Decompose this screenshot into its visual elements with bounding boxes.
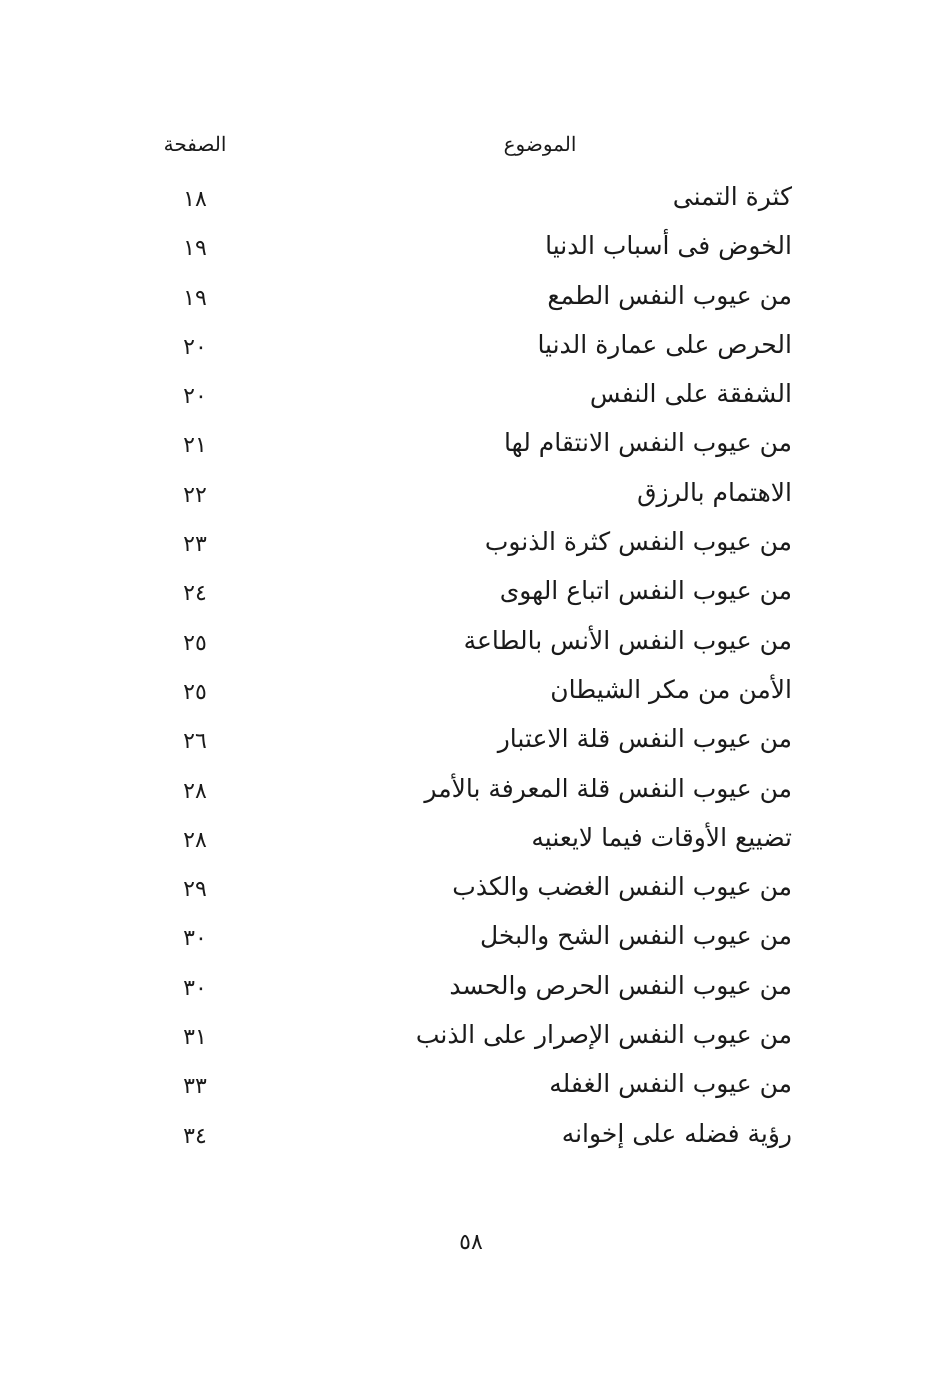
entry-page-number: ٢٢ (183, 482, 207, 508)
toc-entry (0, 969, 942, 1018)
toc-entry (0, 279, 942, 328)
entry-page-number: ٣١ (183, 1025, 207, 1051)
toc-entry (0, 377, 942, 426)
entry-title: رؤية فضله على إخوانه (561, 1118, 792, 1148)
topic-column-header: الموضوع (503, 132, 577, 156)
toc-entry (0, 525, 942, 574)
entry-page-number: ٢٠ (183, 384, 207, 410)
entry-title: من عيوب النفس الأنس بالطاعة (463, 625, 792, 655)
toc-entry (0, 772, 942, 821)
toc-entry (0, 574, 942, 623)
entry-page-number: ٣٤ (183, 1123, 207, 1149)
entry-title: تضييع الأوقات فيما لايعنيه (531, 822, 792, 852)
toc-entry (0, 870, 942, 919)
toc-entry (0, 1117, 942, 1166)
entry-page-number: ١٩ (183, 285, 207, 311)
toc-entry (0, 821, 942, 870)
entry-title: من عيوب النفس قلة الاعتبار (497, 724, 792, 754)
entry-title: من عيوب النفس الانتقام لها (504, 428, 792, 458)
toc-entry (0, 1018, 942, 1067)
toc-entry (0, 919, 942, 968)
entry-page-number: ٢١ (183, 433, 207, 459)
entry-title: كثرة التمنى (672, 182, 792, 211)
toc-entry (0, 426, 942, 475)
entry-title: من عيوب النفس الغفله (549, 1069, 792, 1099)
entry-page-number: ٢٤ (183, 581, 207, 607)
entry-title: من عيوب النفس الغضب والكذب (452, 872, 792, 902)
toc-entry (0, 1067, 942, 1116)
entry-title: الخوض فى أسباب الدنيا (545, 231, 792, 261)
entry-title: من عيوب النفس اتباع الهوى (499, 576, 792, 606)
entry-title: من عيوب النفس الحرص والحسد (449, 970, 792, 1000)
entry-page-number: ٣٣ (183, 1074, 207, 1100)
table-of-contents (0, 180, 942, 1166)
entry-page-number: ٢٥ (183, 630, 207, 656)
toc-entry (0, 229, 942, 278)
entry-title: الحرص على عمارة الدنيا (537, 329, 792, 359)
entry-page-number: ٢٠ (183, 334, 207, 360)
toc-entry (0, 328, 942, 377)
entry-title: من عيوب النفس الإصرار على الذنب (415, 1020, 792, 1050)
entry-title: من عيوب النفس كثرة الذنوب (484, 527, 792, 557)
entry-page-number: ٢٥ (183, 679, 207, 705)
entry-page-number: ٢٨ (183, 827, 207, 853)
entry-page-number: ٢٩ (183, 877, 207, 903)
entry-title: من عيوب النفس قلة المعرفة بالأمر (424, 773, 792, 803)
entry-title: من عيوب النفس الشح والبخل (480, 921, 792, 951)
entry-page-number: ٣٠ (183, 975, 207, 1001)
entry-title: الأمن من مكر الشيطان (550, 674, 792, 704)
toc-entry (0, 476, 942, 525)
entry-page-number: ٢٨ (183, 778, 207, 804)
toc-entry (0, 722, 942, 771)
entry-page-number: ٣٠ (183, 926, 207, 952)
footer-page-number: ٥٨ (459, 1230, 483, 1255)
entry-page-number: ٢٣ (183, 532, 207, 558)
entry-title: من عيوب النفس الطمع (547, 280, 792, 310)
entry-page-number: ١٩ (183, 236, 207, 262)
toc-entry (0, 673, 942, 722)
toc-entry (0, 180, 942, 229)
page-column-header: الصفحة (163, 132, 227, 156)
toc-entry (0, 624, 942, 673)
entry-page-number: ٢٦ (183, 729, 207, 755)
entry-title: الشفقة على النفس (589, 379, 792, 409)
entry-page-number: ١٨ (183, 187, 207, 212)
entry-title: الاهتمام بالرزق (637, 477, 792, 507)
